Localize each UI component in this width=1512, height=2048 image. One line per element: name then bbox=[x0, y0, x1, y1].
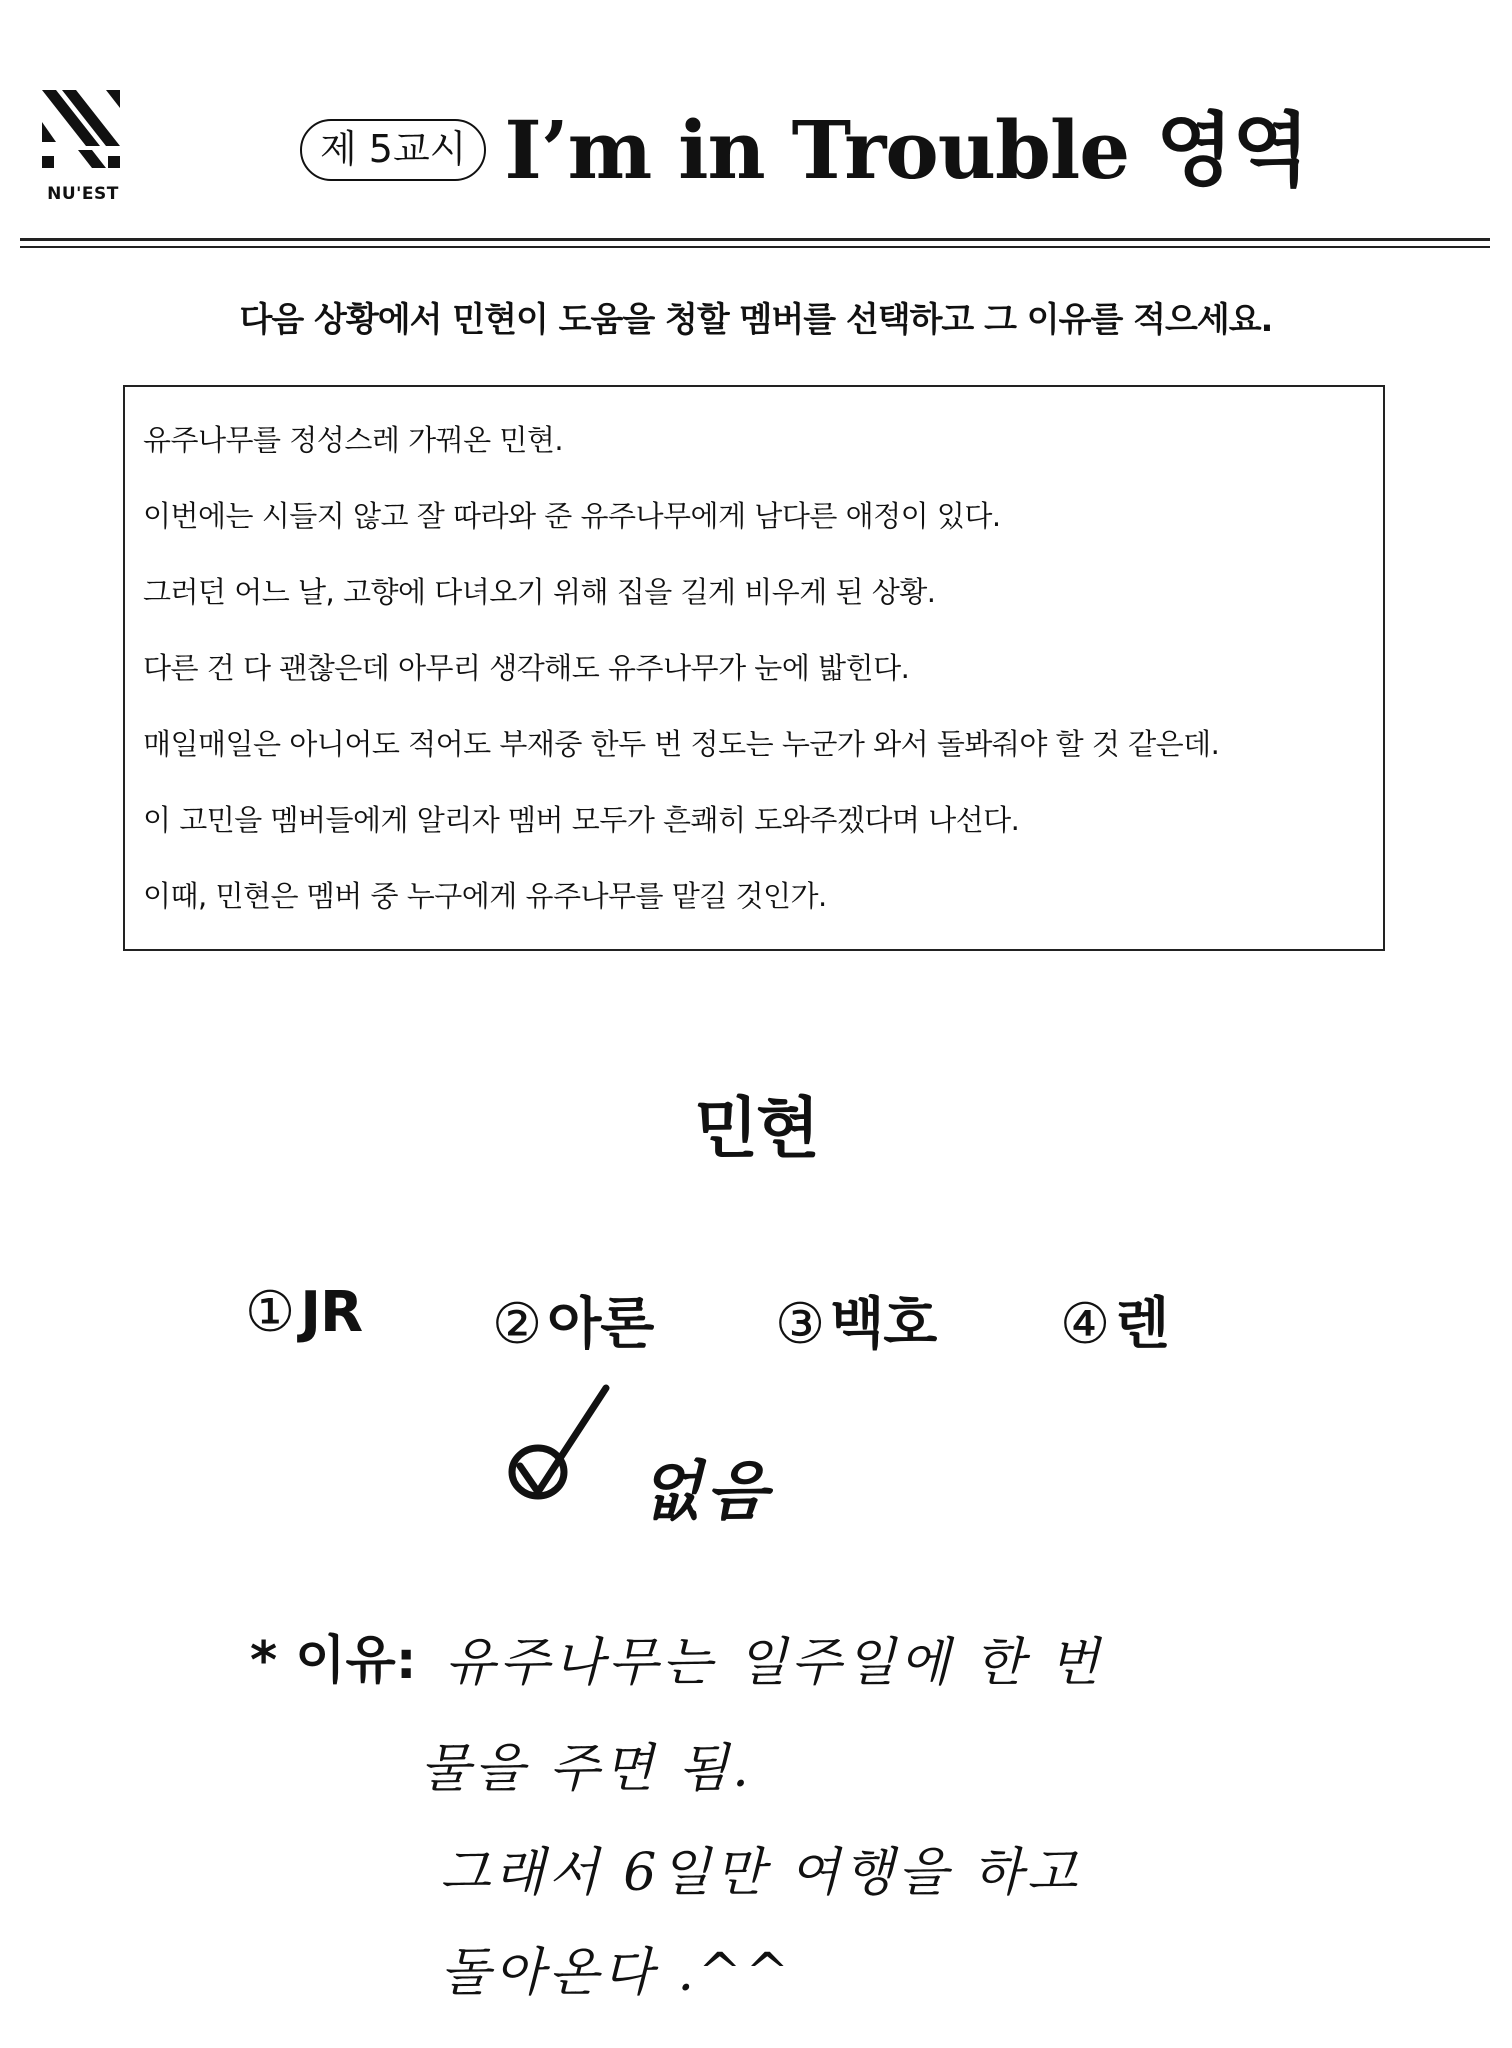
member-name: 민현 bbox=[694, 1090, 818, 1167]
option-4 bbox=[1060, 1280, 1168, 1360]
option-3 bbox=[775, 1280, 936, 1360]
nuest-logo bbox=[38, 86, 128, 202]
option-number: ② bbox=[492, 1292, 542, 1357]
option-number: ④ bbox=[1060, 1292, 1110, 1357]
nuest-logo-mark bbox=[38, 86, 128, 182]
handwritten-reason-line: 유주나무는 일주일에 한 번 bbox=[445, 1633, 1104, 1693]
handwritten-answer: 없음 bbox=[640, 1454, 772, 1529]
option-1 bbox=[245, 1280, 362, 1345]
header-divider-bottom bbox=[20, 246, 1490, 248]
handwritten-check-icon bbox=[500, 1380, 620, 1520]
option-label: 백호 bbox=[830, 1292, 937, 1357]
scenario-line: 매일매일은 아니어도 적어도 부재중 한두 번 정도는 누군가 와서 돌봐줘야 할 것 같은데. bbox=[143, 727, 1220, 761]
option-number: ③ bbox=[775, 1292, 825, 1357]
handwritten-reason-line: 물을 주면 됨. bbox=[420, 1739, 753, 1799]
scenario-line: 그러던 어느 날, 고향에 다녀오기 위해 집을 길게 비우게 된 상황. bbox=[143, 575, 936, 609]
period-badge: 제 5교시 bbox=[300, 119, 486, 181]
option-label: 렌 bbox=[1115, 1292, 1169, 1357]
page-title: I’m in Trouble 영역 bbox=[504, 103, 1309, 197]
scenario-box bbox=[123, 385, 1385, 951]
scenario-line: 이 고민을 멤버들에게 알리자 멤버 모두가 흔쾌히 도와주겠다며 나선다. bbox=[143, 803, 1020, 837]
option-2 bbox=[492, 1280, 653, 1360]
option-number: ① bbox=[245, 1280, 295, 1345]
scenario-line: 유주나무를 정성스레 가꿔온 민현. bbox=[143, 423, 564, 457]
header-divider-top bbox=[20, 238, 1490, 241]
option-label: 아론 bbox=[547, 1292, 654, 1357]
reason-label: * 이유: bbox=[250, 1631, 417, 1691]
scenario-line: 이번에는 시들지 않고 잘 따라와 준 유주나무에게 남다른 애정이 있다. bbox=[143, 499, 1001, 533]
question-instruction: 다음 상황에서 민현이 도움을 청할 멤버를 선택하고 그 이유를 적으세요. bbox=[239, 300, 1273, 340]
handwritten-reason-line: 그래서 6일만 여행을 하고 bbox=[440, 1843, 1081, 1903]
handwritten-reason-line: 돌아온다 .^^ bbox=[440, 1943, 794, 2003]
logo-wordmark: NU'EST bbox=[47, 184, 119, 204]
scenario-line: 이때, 민현은 멤버 중 누구에게 유주나무를 맡길 것인가. bbox=[143, 879, 827, 913]
exam-header bbox=[300, 95, 1309, 205]
scenario-line: 다른 건 다 괜찮은데 아무리 생각해도 유주나무가 눈에 밟힌다. bbox=[143, 651, 910, 685]
option-label: JR bbox=[300, 1280, 363, 1345]
